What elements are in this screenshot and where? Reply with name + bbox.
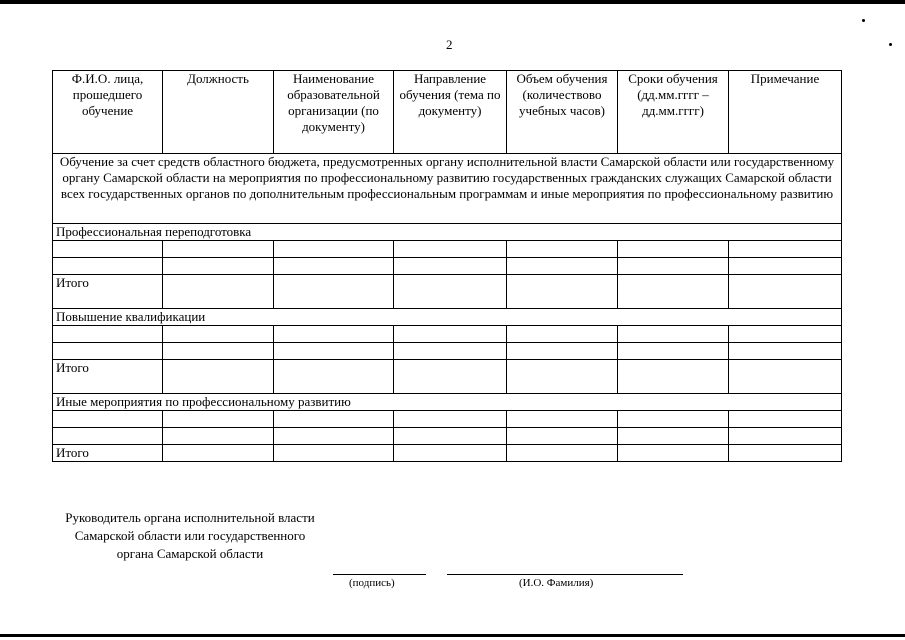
table-row (53, 241, 842, 258)
table-cell[interactable] (729, 275, 842, 309)
total-row (53, 445, 842, 462)
subsection-row (53, 394, 842, 411)
table-cell[interactable] (274, 445, 394, 462)
signature-caption: (подпись) (349, 577, 395, 589)
table-cell[interactable] (729, 411, 842, 428)
table-cell[interactable] (729, 326, 842, 343)
header-row (53, 71, 842, 154)
table-row (53, 343, 842, 360)
table-cell[interactable] (618, 275, 729, 309)
table-cell[interactable] (163, 445, 274, 462)
table-cell[interactable] (729, 428, 842, 445)
table-row (53, 258, 842, 275)
table-cell[interactable] (274, 343, 394, 360)
table-cell[interactable] (507, 241, 618, 258)
subsection-row (53, 309, 842, 326)
table-cell[interactable] (274, 258, 394, 275)
header-organization: Наименование образовательной организации (по документу) (274, 71, 394, 154)
table-cell[interactable] (618, 428, 729, 445)
header-dates: Сроки обучения (дд.мм.гггг – дд.мм.гггг) (618, 71, 729, 154)
table-cell[interactable] (53, 258, 163, 275)
header-note: Примечание (729, 71, 842, 154)
table-cell[interactable] (274, 275, 394, 309)
table-cell[interactable] (394, 428, 507, 445)
table-cell[interactable] (163, 360, 274, 394)
table-cell[interactable] (507, 343, 618, 360)
table-cell[interactable] (729, 343, 842, 360)
table-cell[interactable] (729, 258, 842, 275)
table-cell[interactable] (394, 241, 507, 258)
section-row (53, 154, 842, 224)
table-cell[interactable] (53, 343, 163, 360)
table-cell[interactable] (163, 428, 274, 445)
table-cell[interactable] (163, 326, 274, 343)
table-cell[interactable] (507, 360, 618, 394)
table-cell[interactable] (729, 241, 842, 258)
header-direction: Направление обучения (тема по документу) (394, 71, 507, 154)
table-cell[interactable] (163, 241, 274, 258)
subsection-row (53, 224, 842, 241)
table-cell[interactable] (618, 241, 729, 258)
table-cell[interactable] (274, 428, 394, 445)
table-cell[interactable] (618, 360, 729, 394)
total-label: Итого (53, 445, 163, 462)
table-cell[interactable] (507, 275, 618, 309)
table-cell[interactable] (163, 258, 274, 275)
subsection-qualification: Повышение квалификации (53, 309, 842, 326)
table-cell[interactable] (507, 411, 618, 428)
subsection-other-events: Иные мероприятия по профессиональному развитию (53, 394, 842, 411)
table-cell[interactable] (507, 326, 618, 343)
total-label: Итого (53, 275, 163, 309)
table-cell[interactable] (507, 258, 618, 275)
table-cell[interactable] (729, 445, 842, 462)
table-cell[interactable] (53, 428, 163, 445)
table-cell[interactable] (274, 360, 394, 394)
table-cell[interactable] (274, 411, 394, 428)
page-number: 2 (446, 37, 453, 52)
table-cell[interactable] (163, 343, 274, 360)
table-cell[interactable] (507, 428, 618, 445)
table-row (53, 428, 842, 445)
total-label: Итого (53, 360, 163, 394)
table-cell[interactable] (394, 326, 507, 343)
total-row (53, 275, 842, 309)
scan-speck (862, 19, 865, 22)
table-cell[interactable] (394, 360, 507, 394)
table-cell[interactable] (394, 275, 507, 309)
table-row (53, 326, 842, 343)
scan-speck (889, 43, 892, 46)
table-cell[interactable] (618, 326, 729, 343)
table-cell[interactable] (618, 445, 729, 462)
table-cell[interactable] (53, 241, 163, 258)
table-cell[interactable] (274, 326, 394, 343)
table-cell[interactable] (618, 343, 729, 360)
name-caption: (И.О. Фамилия) (519, 577, 594, 589)
table-cell[interactable] (618, 258, 729, 275)
subsection-retraining: Профессиональная переподготовка (53, 224, 842, 241)
table-cell[interactable] (394, 445, 507, 462)
table-cell[interactable] (618, 411, 729, 428)
table-row (53, 411, 842, 428)
table-cell[interactable] (729, 360, 842, 394)
table-cell[interactable] (394, 411, 507, 428)
name-line[interactable] (447, 574, 683, 575)
header-position: Должность (163, 71, 274, 154)
table-cell[interactable] (394, 343, 507, 360)
bottom-border (0, 634, 905, 637)
header-volume: Объем обучения (количествово учебных часов) (507, 71, 618, 154)
table-cell[interactable] (394, 258, 507, 275)
top-border (0, 0, 905, 4)
table-cell[interactable] (53, 411, 163, 428)
signatory-title: Руководитель органа исполнительной власти Самарской области или государственного органа Самарской области (65, 510, 315, 561)
section-title: Обучение за счет средств областного бюджета, предусмотренных органу исполнительной власти Самарской области или государственному органу Самарской области на мероприятия по профессиональному развитию государственных гражданских служащих Самарской области всех государственных органов по дополнительным профессиональным программам и иные мероприятия по профессиональному развитию (53, 154, 842, 224)
table-cell[interactable] (163, 411, 274, 428)
header-fio: Ф.И.О. лица, прошедшего обучение (53, 71, 163, 154)
table-cell[interactable] (274, 241, 394, 258)
table-cell[interactable] (53, 326, 163, 343)
training-report-table (52, 70, 842, 462)
table-cell[interactable] (507, 445, 618, 462)
signature-line[interactable] (333, 574, 426, 575)
table-cell[interactable] (163, 275, 274, 309)
total-row (53, 360, 842, 394)
